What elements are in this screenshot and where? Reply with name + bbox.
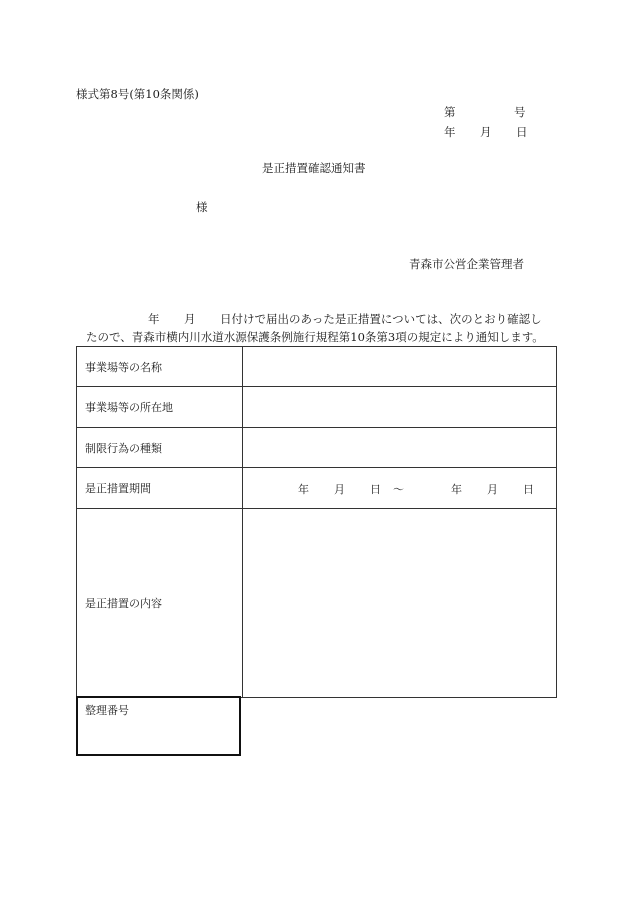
value-facility-name[interactable]	[243, 347, 557, 387]
form-label: 様式第8号(第10条関係)	[76, 87, 199, 101]
number-go: 号	[514, 105, 526, 119]
value-restricted-activity[interactable]	[243, 428, 557, 468]
label-facility-address: 事業場等の所在地	[77, 387, 243, 428]
label-corrective-period: 是正措置期間	[77, 468, 243, 509]
table-row	[77, 509, 557, 698]
body-month: 月	[184, 312, 196, 326]
table-row	[77, 468, 557, 509]
label-corrective-content: 是正措置の内容	[77, 509, 243, 698]
value-corrective-content[interactable]	[243, 509, 557, 698]
date-day: 日	[516, 125, 528, 139]
table-row	[77, 428, 557, 468]
date-year: 年	[444, 125, 456, 139]
registration-number-label: 整理番号	[85, 704, 129, 717]
value-facility-address[interactable]	[243, 387, 557, 428]
body-year: 年	[148, 312, 160, 326]
value-corrective-period[interactable]	[243, 468, 557, 509]
addressee-suffix: 様	[196, 200, 208, 214]
body-line2: たので、青森市横内川水道水源保護条例施行規程第10条第3項の規定により通知します。	[86, 330, 544, 344]
label-facility-name: 事業場等の名称	[77, 347, 243, 387]
period-tilde: ～	[393, 483, 404, 496]
table-row	[77, 347, 557, 387]
period-end-day: 日	[523, 483, 534, 496]
body-line1: 日付けで届出のあった是正措置については、次のとおり確認し	[220, 312, 542, 326]
registration-number-box[interactable]	[76, 696, 241, 756]
issuer-name: 青森市公営企業管理者	[409, 257, 524, 271]
date-month: 月	[480, 125, 492, 139]
period-start-day: 日	[370, 483, 381, 496]
period-end-month: 月	[487, 483, 498, 496]
period-start-year: 年	[298, 483, 309, 496]
document-title: 是正措置確認通知書	[262, 161, 366, 175]
info-table	[76, 346, 557, 698]
period-end-year: 年	[451, 483, 462, 496]
table-row	[77, 387, 557, 428]
number-dai: 第	[444, 105, 456, 119]
label-restricted-activity: 制限行為の種類	[77, 428, 243, 468]
period-start-month: 月	[334, 483, 345, 496]
